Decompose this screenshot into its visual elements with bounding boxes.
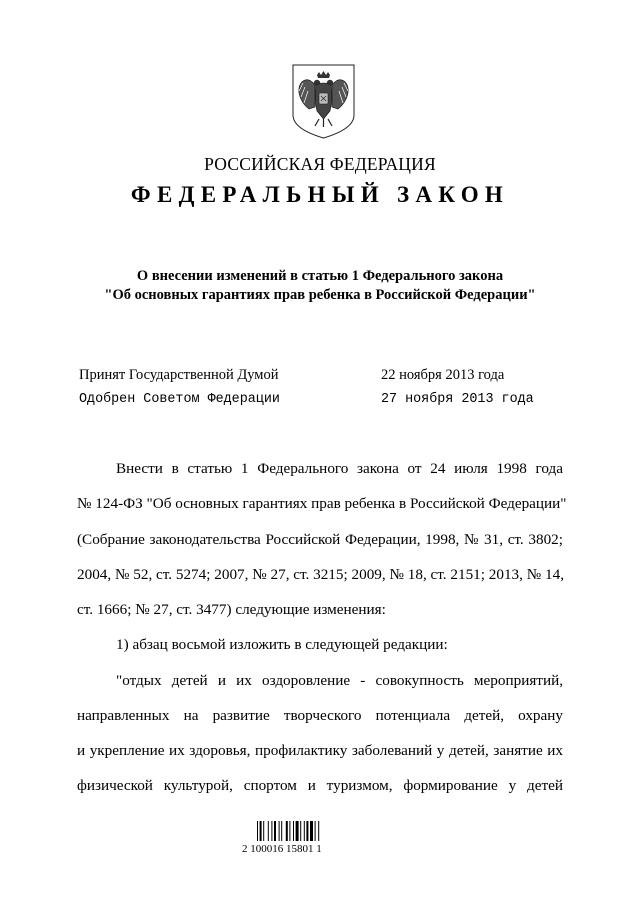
adoption-duma-row [79,367,505,384]
council-approval-date: 27 ноября 2013 года [381,392,534,407]
body-line: ст. 1666; № 27, ст. 3477) следующие изменения: [77,601,386,618]
law-title [0,267,640,305]
body-line: "отдых детей и их оздоровление - совокупность мероприятий, [116,672,563,689]
duma-adoption-label: Принят Государственной Думой [79,367,279,383]
body-line: 2004, № 52, ст. 5274; 2007, № 27, ст. 3215; 2009, № 18, ст. 2151; 2013, № 14, [77,566,565,583]
coat-of-arms-icon [289,63,358,140]
law-title-line-1: О внесении изменений в статью 1 Федерального закона [136,268,504,284]
barcode-icon [257,821,336,841]
body-line: Внести в статью 1 Федерального закона от 24 июля 1998 года [116,460,563,477]
duma-adoption-date: 22 ноября 2013 года [381,367,505,383]
document-type-heading: ФЕДЕРАЛЬНЫЙ ЗАКОН [130,182,510,207]
law-title-line-2: "Об основных гарантиях прав ребенка в Российской Федерации" [104,287,536,303]
council-approval-label: Одобрен Советом Федерации [79,392,280,407]
adoption-council-row [79,392,534,407]
body-line: направленных на развитие творческого потенциала детей, охрану [77,707,563,724]
body-line: 1) абзац восьмой изложить в следующей редакции: [116,636,448,653]
body-line: № 124-ФЗ "Об основных гарантиях прав ребенка в Российской Федерации" [77,495,567,512]
body-line: (Собрание законодательства Российской Федерации, 1998, № 31, ст. 3802; [77,531,563,548]
country-name: РОССИЙСКАЯ ФЕДЕРАЦИЯ [204,154,436,174]
body-line: физической культурой, спортом и туризмом, формирование у детей [77,777,563,794]
body-line: и укрепление их здоровья, профилактику заболеваний у детей, занятие их [77,742,563,759]
barcode-number: 2 100016 15801 1 [242,843,322,855]
